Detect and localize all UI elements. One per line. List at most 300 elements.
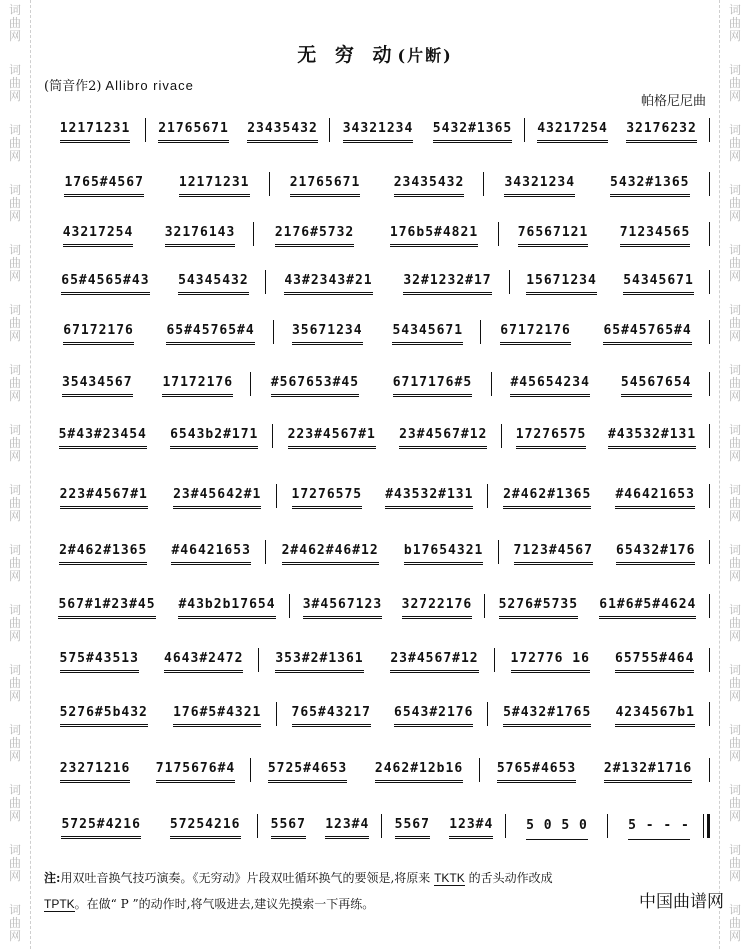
note-group: 575#43513	[60, 651, 139, 671]
note-group: 34321234	[504, 175, 575, 195]
note-group: 32#1232#17	[403, 273, 491, 293]
watermark-mark	[8, 424, 22, 463]
measure	[44, 322, 274, 344]
note-group: 765#43217	[292, 705, 371, 725]
barline	[709, 758, 710, 782]
note-group: 12171231	[179, 175, 250, 195]
watermark-char: 曲	[728, 496, 741, 510]
measure	[146, 120, 330, 142]
note-group: b17654321	[404, 543, 483, 563]
note-group: 34321234	[343, 121, 414, 141]
watermark-mark	[8, 304, 22, 343]
note-group: 7175676#4	[156, 761, 235, 781]
barline	[709, 118, 710, 142]
watermark-char: 词	[8, 123, 21, 137]
watermark-char: 网	[728, 29, 741, 43]
barline	[709, 424, 710, 448]
note-group: 65#45765#4	[603, 323, 691, 343]
watermark-char: 网	[728, 329, 741, 343]
watermark-char: 词	[8, 3, 21, 17]
note-group: 71234565	[620, 225, 691, 245]
watermark-char: 网	[728, 749, 741, 763]
note-group: 21765671	[290, 175, 361, 195]
note-group: 67172176	[500, 323, 571, 343]
measure	[258, 816, 382, 838]
barline	[709, 594, 710, 618]
note-group: 567#1#23#45	[58, 597, 155, 617]
note-group: 17276575	[292, 487, 363, 507]
watermark-char: 网	[8, 209, 21, 223]
barline	[709, 372, 710, 396]
watermark-mark	[8, 484, 22, 523]
measure	[44, 272, 266, 294]
measure	[254, 224, 499, 246]
measure	[44, 704, 277, 726]
note-group: 65#45765#4	[166, 323, 254, 343]
watermark-char: 曲	[8, 496, 21, 510]
watermark-mark	[728, 364, 742, 403]
watermark-char: 网	[8, 569, 21, 583]
barline	[709, 270, 710, 294]
note-group: 7123#4567	[514, 543, 593, 563]
watermark-char: 曲	[728, 736, 741, 750]
measure	[44, 224, 254, 246]
barline	[709, 222, 710, 246]
note-group: 223#4567#1	[288, 427, 376, 447]
watermark-char: 词	[8, 243, 21, 257]
note-group: 172776 16	[511, 651, 590, 671]
note-group: #45654234	[510, 375, 589, 395]
instrument-key: (筒音作2)	[44, 79, 102, 94]
note-group: 2#132#1716	[604, 761, 692, 781]
note-group: 23435432	[247, 121, 318, 141]
watermark-char: 网	[8, 509, 21, 523]
note-group: 43#2343#21	[284, 273, 372, 293]
watermark-char: 网	[728, 929, 741, 943]
title-text: 无 穷 动	[297, 44, 398, 66]
watermark-char: 曲	[728, 136, 741, 150]
note-group: 15671234	[526, 273, 597, 293]
site-watermark: 中国曲谱网	[639, 892, 724, 912]
note-group: 61#6#5#4624	[599, 597, 696, 617]
score-row	[44, 372, 710, 398]
measure	[525, 120, 709, 142]
note-group: 123#4	[325, 817, 369, 837]
watermark-char: 词	[8, 783, 21, 797]
note-group: 23435432	[394, 175, 465, 195]
watermark-char: 曲	[728, 76, 741, 90]
watermark-char: 曲	[728, 436, 741, 450]
note-group: #43b2b17654	[178, 597, 275, 617]
note-label: 注:	[44, 871, 61, 885]
note-group: 6543#2176	[394, 705, 473, 725]
watermark-mark	[8, 124, 22, 163]
watermark-char: 词	[8, 423, 21, 437]
watermark-char: 曲	[728, 16, 741, 30]
note-group: 2176#5732	[275, 225, 354, 245]
watermark-char: 曲	[728, 616, 741, 630]
measure	[44, 760, 251, 782]
measure	[259, 650, 495, 672]
watermark-char: 曲	[8, 196, 21, 210]
note-group: 5276#5b432	[60, 705, 148, 725]
note-group: 32722176	[402, 597, 473, 617]
measure	[44, 120, 146, 142]
performance-info	[44, 75, 194, 94]
watermark-char: 曲	[8, 796, 21, 810]
watermark-char: 网	[8, 389, 21, 403]
note-group: 5432#1365	[433, 121, 512, 141]
watermark-char: 曲	[728, 856, 741, 870]
watermark-char: 曲	[728, 676, 741, 690]
watermark-char: 曲	[8, 136, 21, 150]
watermark-mark	[8, 664, 22, 703]
measure	[481, 322, 711, 344]
measure	[499, 224, 709, 246]
score-row	[44, 594, 710, 620]
watermark-char: 网	[728, 689, 741, 703]
barline	[709, 484, 710, 508]
watermark-mark	[728, 304, 742, 343]
watermark-char: 词	[728, 783, 741, 797]
note-group: 76567121	[518, 225, 589, 245]
measure	[277, 486, 488, 508]
note-group: #43532#131	[385, 487, 473, 507]
note-group: 5 - - -	[628, 818, 690, 837]
watermark-char: 曲	[8, 676, 21, 690]
note-group: 65755#464	[615, 651, 694, 671]
measure	[44, 374, 251, 396]
watermark-char: 曲	[728, 196, 741, 210]
watermark-mark	[728, 664, 742, 703]
note-group: 17276575	[516, 427, 587, 447]
note-group: 2#462#1365	[59, 543, 147, 563]
measure	[330, 120, 525, 142]
measure	[44, 542, 266, 564]
score-row	[44, 424, 710, 450]
measure	[44, 486, 277, 508]
watermark-mark	[728, 904, 742, 943]
note-group: 5567	[395, 817, 430, 837]
note-group: 176b5#4821	[390, 225, 478, 245]
watermark-mark	[728, 724, 742, 763]
watermark-mark	[728, 184, 742, 223]
watermark-char: 曲	[8, 436, 21, 450]
watermark-mark	[8, 184, 22, 223]
note-group: 23#4567#12	[399, 427, 487, 447]
note-group: 43217254	[63, 225, 134, 245]
watermark-mark	[728, 4, 742, 43]
watermark-char: 词	[8, 483, 21, 497]
note-group: 54345432	[178, 273, 249, 293]
note-group: 6717176#5	[393, 375, 472, 395]
watermark-char: 曲	[8, 856, 21, 870]
watermark-char: 词	[8, 903, 21, 917]
watermark-char: 词	[728, 363, 741, 377]
note-term-tktk: TKTK	[434, 871, 465, 885]
score-row	[44, 270, 710, 296]
watermark-mark	[8, 544, 22, 583]
watermark-mark	[728, 484, 742, 523]
watermark-char: 网	[8, 329, 21, 343]
watermark-char: 曲	[8, 76, 21, 90]
note-group: 5 0 5 0	[526, 818, 588, 837]
watermark-char: 曲	[728, 796, 741, 810]
barline	[709, 172, 710, 196]
note-group: 23#45642#1	[173, 487, 261, 507]
watermark-char: 词	[8, 183, 21, 197]
note-group: 43217254	[537, 121, 608, 141]
watermark-char: 曲	[8, 316, 21, 330]
watermark-char: 曲	[8, 736, 21, 750]
score-row	[44, 758, 710, 784]
measure	[44, 426, 273, 448]
watermark-char: 词	[8, 663, 21, 677]
watermark-char: 网	[8, 29, 21, 43]
watermark-char: 曲	[728, 916, 741, 930]
watermark-mark	[728, 244, 742, 283]
watermark-mark	[8, 604, 22, 643]
score-title	[0, 40, 750, 67]
watermark-mark	[8, 904, 22, 943]
note-text-3: 。在做“ P ”的动作时,将气吸进去,建议先摸索一下再练。	[74, 897, 375, 911]
note-group: 54345671	[623, 273, 694, 293]
watermark-char: 词	[728, 723, 741, 737]
measure	[270, 174, 484, 196]
watermark-char: 曲	[8, 616, 21, 630]
note-group: #567653#45	[271, 375, 359, 395]
watermark-char: 词	[728, 303, 741, 317]
barline	[709, 648, 710, 672]
watermark-char: 曲	[8, 916, 21, 930]
measure	[506, 816, 608, 838]
watermark-char: 网	[728, 149, 741, 163]
score-row	[44, 648, 710, 674]
watermark-char: 词	[8, 303, 21, 317]
note-group: #46421653	[171, 543, 250, 563]
note-group: 5432#1365	[610, 175, 689, 195]
watermark-char: 网	[8, 629, 21, 643]
note-group: 35434567	[62, 375, 133, 395]
watermark-char: 曲	[728, 256, 741, 270]
note-group: #46421653	[615, 487, 694, 507]
note-text-1: 用双吐音换气技巧演奏。《无穷动》片段双吐循环换气的要领是,将原来	[60, 871, 431, 885]
note-group: 65#4565#43	[61, 273, 149, 293]
measure	[266, 272, 510, 294]
watermark-mark	[728, 604, 742, 643]
right-watermark-strip	[719, 0, 750, 949]
watermark-mark	[728, 784, 742, 823]
note-group: 57254216	[170, 817, 241, 837]
watermark-mark	[8, 844, 22, 883]
watermark-char: 词	[8, 603, 21, 617]
watermark-char: 网	[728, 509, 741, 523]
note-group: 54567654	[621, 375, 692, 395]
note-group: 21765671	[158, 121, 229, 141]
measure	[273, 426, 502, 448]
watermark-char: 网	[728, 809, 741, 823]
barline	[709, 320, 710, 344]
score-row	[44, 118, 710, 144]
measure	[484, 174, 710, 196]
measure	[290, 596, 485, 618]
composer-credit: 帕格尼尼曲	[640, 94, 706, 109]
watermark-char: 词	[728, 663, 741, 677]
watermark-char: 曲	[8, 16, 21, 30]
note-text-2: 的舌头动作改成	[468, 871, 553, 885]
watermark-char: 曲	[8, 256, 21, 270]
note-term-tptk: TPTK	[44, 897, 75, 911]
note-group: 54345671	[392, 323, 463, 343]
barline	[709, 540, 710, 564]
watermark-char: 网	[728, 869, 741, 883]
tempo-marking: Allibro rivace	[105, 78, 194, 93]
note-group: 123#4	[449, 817, 493, 837]
score-row	[44, 222, 710, 248]
watermark-char: 词	[728, 543, 741, 557]
note-group: 5567	[271, 817, 306, 837]
note-group: 5765#4653	[497, 761, 576, 781]
note-group: 5725#4216	[61, 817, 140, 837]
note-group: 2462#12b16	[375, 761, 463, 781]
measure	[485, 596, 710, 618]
barline	[709, 702, 710, 726]
watermark-char: 词	[8, 63, 21, 77]
measure	[274, 322, 481, 344]
measure	[492, 374, 710, 396]
final-barline	[707, 814, 710, 838]
watermark-char: 网	[8, 689, 21, 703]
note-group: 5#43#23454	[59, 427, 147, 447]
measure	[510, 272, 710, 294]
watermark-char: 词	[728, 183, 741, 197]
note-group: 176#5#4321	[173, 705, 261, 725]
note-group: 5725#4653	[268, 761, 347, 781]
score-row	[44, 702, 710, 728]
watermark-char: 词	[8, 363, 21, 377]
watermark-mark	[728, 544, 742, 583]
note-group: 5#432#1765	[503, 705, 591, 725]
watermark-char: 词	[728, 843, 741, 857]
watermark-char: 词	[8, 543, 21, 557]
watermark-char: 曲	[728, 376, 741, 390]
note-group: 32176232	[626, 121, 697, 141]
watermark-mark	[728, 844, 742, 883]
measure	[502, 426, 710, 448]
note-group: 5276#5735	[499, 597, 578, 617]
left-watermark-strip	[0, 0, 31, 949]
watermark-char: 网	[8, 449, 21, 463]
watermark-char: 网	[8, 149, 21, 163]
measure	[251, 760, 480, 782]
watermark-mark	[8, 784, 22, 823]
measure	[488, 704, 710, 726]
measure	[608, 816, 710, 838]
note-group: 2#462#46#12	[282, 543, 379, 563]
title-subtitle: (片断)	[397, 46, 453, 65]
watermark-mark	[8, 4, 22, 43]
watermark-char: 曲	[8, 556, 21, 570]
note-group: 65432#176	[616, 543, 695, 563]
score-row	[44, 320, 710, 346]
watermark-mark	[728, 424, 742, 463]
watermark-char: 网	[8, 749, 21, 763]
watermark-char: 网	[728, 629, 741, 643]
note-group: 35671234	[292, 323, 363, 343]
note-group: 2#462#1365	[503, 487, 591, 507]
note-group: 1765#4567	[64, 175, 143, 195]
measure	[499, 542, 710, 564]
watermark-char: 曲	[8, 376, 21, 390]
watermark-mark	[8, 244, 22, 283]
watermark-char: 网	[728, 389, 741, 403]
measure	[266, 542, 499, 564]
score-row	[44, 172, 710, 198]
note-group: 4643#2472	[164, 651, 243, 671]
note-group: 32176143	[165, 225, 236, 245]
watermark-char: 网	[728, 209, 741, 223]
watermark-char: 网	[728, 449, 741, 463]
note-group: 4234567b1	[615, 705, 694, 725]
watermark-char: 词	[728, 123, 741, 137]
measure	[277, 704, 488, 726]
watermark-char: 词	[728, 603, 741, 617]
note-group: 23271216	[60, 761, 131, 781]
watermark-char: 词	[728, 63, 741, 77]
watermark-char: 词	[728, 483, 741, 497]
measure	[44, 174, 270, 196]
watermark-char: 词	[728, 903, 741, 917]
watermark-mark	[8, 364, 22, 403]
note-group: #43532#131	[608, 427, 696, 447]
watermark-mark	[728, 64, 742, 103]
measure	[251, 374, 492, 396]
watermark-char: 网	[728, 269, 741, 283]
watermark-char: 网	[8, 869, 21, 883]
score-row	[44, 484, 710, 510]
score-row	[44, 814, 710, 840]
measure	[495, 650, 710, 672]
note-group: 67172176	[63, 323, 134, 343]
watermark-char: 网	[728, 89, 741, 103]
watermark-char: 词	[728, 423, 741, 437]
note-group: 353#2#1361	[275, 651, 363, 671]
watermark-char: 曲	[728, 556, 741, 570]
note-group: 223#4567#1	[60, 487, 148, 507]
measure	[44, 650, 259, 672]
watermark-char: 网	[8, 269, 21, 283]
score-row	[44, 540, 710, 566]
watermark-mark	[8, 64, 22, 103]
measure	[44, 816, 258, 838]
performance-note	[44, 865, 710, 917]
note-group: 3#4567123	[303, 597, 382, 617]
note-group: 6543b2#171	[170, 427, 258, 447]
measure	[480, 760, 709, 782]
note-group: 23#4567#12	[390, 651, 478, 671]
watermark-char: 网	[8, 89, 21, 103]
watermark-char: 词	[8, 843, 21, 857]
watermark-char: 网	[728, 569, 741, 583]
note-group: 12171231	[60, 121, 131, 141]
measure	[488, 486, 710, 508]
watermark-char: 网	[8, 929, 21, 943]
watermark-mark	[8, 724, 22, 763]
watermark-char: 网	[8, 809, 21, 823]
measure	[382, 816, 506, 838]
note-group: 17172176	[162, 375, 233, 395]
measure	[44, 596, 290, 618]
